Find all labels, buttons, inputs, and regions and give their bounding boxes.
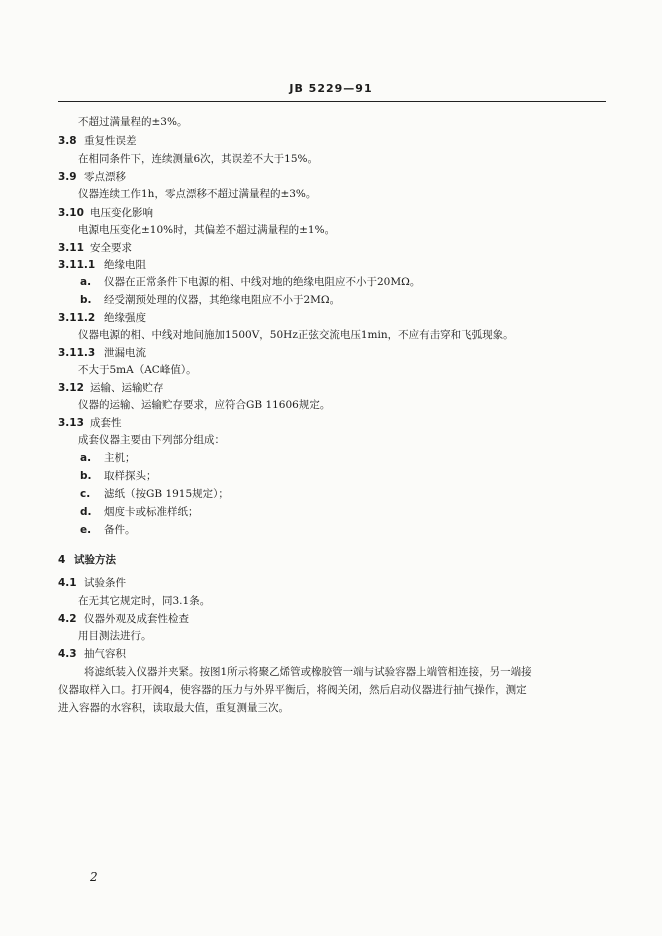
item-b-text: 经受潮预处理的仪器，其绝缘电阻应不小于2MΩ。 (104, 294, 341, 306)
section-3-10-text: 电源电压变化±10%时，其偏差不超过满量程的±1%。 (78, 224, 336, 236)
chapter-4-number: 4 (58, 554, 66, 566)
section-3-11-3-title: 泄漏电流 (104, 347, 146, 359)
list-item-text: 主机； (104, 452, 136, 464)
item-b-label: b. (80, 294, 92, 306)
section-4-2-text: 用目测法进行。 (78, 630, 152, 642)
section-4-3-paragraph-line: 将滤纸装入仪器并夹紧。按图1所示将聚乙烯管或橡胶管一端与试验容器上端管相连接，另一端接 (84, 666, 532, 678)
section-3-11-title: 安全要求 (90, 242, 132, 254)
section-3-12-number: 3.12 (58, 382, 84, 394)
section-4-3-paragraph-line: 进入容器的水容积，读取最大值，重复测量三次。 (58, 702, 289, 714)
section-3-8-number: 3.8 (58, 135, 77, 147)
section-3-10-title: 电压变化影响 (90, 207, 153, 219)
section-4-3-title: 抽气容积 (84, 648, 126, 660)
list-item-label: e. (80, 524, 92, 536)
section-3-10-number: 3.10 (58, 207, 84, 219)
list-item-text: 烟度卡或标准样纸； (104, 506, 199, 518)
chapter-4-title: 试验方法 (74, 554, 116, 566)
section-3-8-text: 在相同条件下，连续测量6次，其误差不大于15%。 (78, 153, 319, 165)
section-3-13-number: 3.13 (58, 417, 84, 429)
section-3-12-text: 仪器的运输、运输贮存要求，应符合GB 11606规定。 (78, 399, 331, 411)
list-item-text: 滤纸（按GB 1915规定）； (104, 488, 229, 500)
list-item-text: 备件。 (104, 524, 136, 536)
section-3-9-text: 仪器连续工作1h，零点漂移不超过满量程的±3%。 (78, 188, 317, 200)
section-4-3-number: 4.3 (58, 648, 77, 660)
section-4-3-paragraph-line: 仪器取样入口。打开阀4，使容器的压力与外界平衡后，将阀关闭，然后启动仪器进行抽气操作，测定 (58, 684, 527, 696)
item-a-label: a. (80, 276, 92, 288)
section-4-1-number: 4.1 (58, 577, 77, 589)
section-3-13-text: 成套仪器主要由下列部分组成： (78, 434, 225, 446)
section-3-8-title: 重复性误差 (84, 135, 137, 147)
section-3-11-2-number: 3.11.2 (58, 312, 96, 324)
section-3-9-title: 零点漂移 (84, 171, 126, 183)
section-3-13-title: 成套性 (90, 417, 122, 429)
item-a-text: 仪器在正常条件下电源的相、中线对地的绝缘电阻应不小于20MΩ。 (104, 276, 421, 288)
header-rule (58, 101, 606, 102)
section-3-11-3-text: 不大于5mA（AC峰值）。 (78, 364, 197, 376)
section-3-9-number: 3.9 (58, 171, 77, 183)
page-number: 2 (90, 870, 98, 884)
continued-text: 不超过满量程的±3%。 (78, 116, 188, 128)
section-3-11-1-number: 3.11.1 (58, 259, 96, 271)
section-3-11-2-text: 仪器电源的相、中线对地间施加1500V，50Hz正弦交流电压1min，不应有击穿和飞弧现象。 (78, 329, 514, 341)
section-3-11-number: 3.11 (58, 242, 84, 254)
section-3-11-3-number: 3.11.3 (58, 347, 96, 359)
section-3-12-title: 运输、运输贮存 (90, 382, 164, 394)
section-4-2-title: 仪器外观及成套性检查 (84, 613, 189, 625)
section-4-1-text: 在无其它规定时，同3.1条。 (78, 595, 211, 607)
list-item-text: 取样探头； (104, 470, 157, 482)
section-3-11-1-title: 绝缘电阻 (104, 259, 146, 271)
document-code-header: JB 5229—91 (289, 82, 373, 95)
list-item-label: d. (80, 506, 92, 518)
section-4-2-number: 4.2 (58, 613, 77, 625)
section-4-1-title: 试验条件 (84, 577, 126, 589)
list-item-label: a. (80, 452, 92, 464)
list-item-label: c. (80, 488, 91, 500)
section-3-11-2-title: 绝缘强度 (104, 312, 146, 324)
list-item-label: b. (80, 470, 92, 482)
